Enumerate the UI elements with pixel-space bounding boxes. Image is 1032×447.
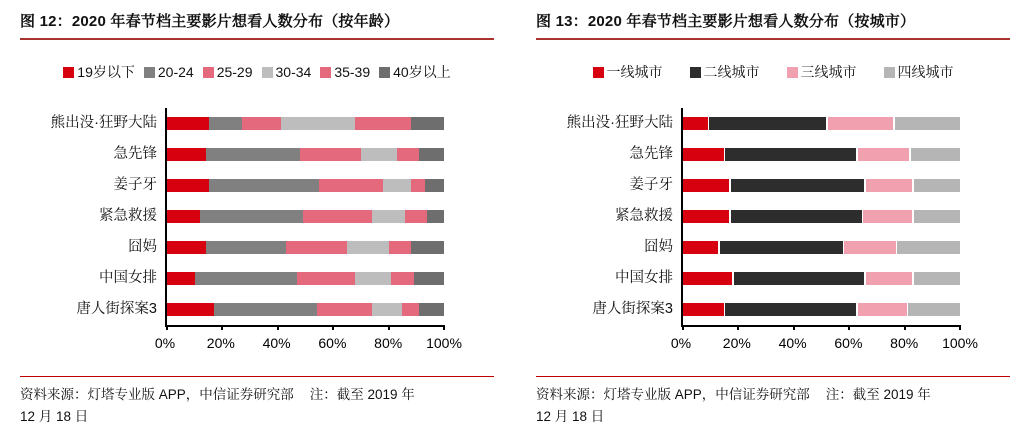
axis-tick-label: 60% <box>834 335 863 351</box>
axis-tick-label: 40% <box>778 335 807 351</box>
bar-segment <box>300 148 361 161</box>
footnote-line1 <box>20 384 494 406</box>
axis-tick-label: 0% <box>670 335 692 351</box>
legend-label: 二线城市 <box>703 64 760 80</box>
bar-segment <box>725 303 856 316</box>
legend-label: 35-39 <box>334 64 371 80</box>
bar-row <box>167 170 444 201</box>
stacked-bar <box>167 179 444 192</box>
category-label: 熊出没·狂野大陆 <box>566 115 673 131</box>
legend-swatch <box>787 67 798 78</box>
category-label: 紧急救援 <box>615 208 673 224</box>
category-label: 中国女排 <box>99 270 157 286</box>
chart-title: 图 13：2020 年春节档主要影片想看人数分布（按城市） <box>536 10 1010 40</box>
bar-segment <box>389 241 411 254</box>
category-label: 急先锋 <box>629 146 673 162</box>
axis-tick-label: 80% <box>374 335 403 351</box>
bar-area <box>681 108 960 327</box>
bar-row <box>683 139 960 170</box>
bar-segment <box>858 303 907 316</box>
bar-segment <box>372 303 402 316</box>
chart-title: 图 12：2020 年春节档主要影片想看人数分布（按年龄） <box>20 10 494 40</box>
bar-segment <box>167 117 209 130</box>
legend-label: 20-24 <box>157 64 194 80</box>
category-label: 熊出没·狂野大陆 <box>50 115 157 131</box>
bar-segment <box>425 179 444 192</box>
bar-segment <box>209 179 320 192</box>
bar-segment <box>391 272 413 285</box>
source-text: 资料来源：灯塔专业版 APP，中信证券研究部 <box>20 387 294 402</box>
bar-segment <box>828 117 893 130</box>
bar-segment <box>347 241 389 254</box>
footnote-line1 <box>536 384 1010 406</box>
legend-item <box>144 64 194 80</box>
bar-row <box>683 232 960 263</box>
bar-segment <box>372 210 405 223</box>
bar-segment <box>319 179 383 192</box>
bar-segment <box>914 210 960 223</box>
bar-segment <box>731 210 862 223</box>
bar-segment <box>195 272 297 285</box>
stacked-bar <box>683 241 960 254</box>
bar-row <box>683 201 960 232</box>
footer-divider <box>20 376 494 377</box>
chart-panel-age <box>20 10 494 428</box>
legend-swatch <box>63 67 74 78</box>
axis-tick <box>388 325 390 330</box>
stacked-bar <box>683 117 960 130</box>
bar-segment <box>402 303 419 316</box>
footnote-line2: 12 月 18 日 <box>20 408 89 424</box>
bar-row <box>683 294 960 325</box>
legend-swatch <box>593 67 604 78</box>
category-label: 囧妈 <box>644 239 673 255</box>
bar-segment <box>858 148 910 161</box>
axis-tick <box>793 325 795 330</box>
legend-label: 25-29 <box>216 64 253 80</box>
axis-tick-label: 20% <box>722 335 751 351</box>
category-label: 中国女排 <box>615 270 673 286</box>
bar-segment <box>709 117 826 130</box>
bar-segment <box>167 210 200 223</box>
bar-row <box>167 232 444 263</box>
bar-segment <box>725 148 856 161</box>
legend-item <box>884 62 954 82</box>
bar-segment <box>866 179 912 192</box>
bar-segment <box>414 272 444 285</box>
bar-segment <box>167 148 206 161</box>
note-text: 注：截至 2019 年 <box>309 387 415 402</box>
axis-tick <box>682 325 684 330</box>
legend-label: 19岁以下 <box>77 64 135 80</box>
bar-segment <box>844 241 896 254</box>
category-label: 姜子牙 <box>113 177 157 193</box>
x-axis-labels <box>670 335 978 355</box>
bar-segment <box>419 148 444 161</box>
bar-segment <box>167 241 206 254</box>
axis-tick <box>904 325 906 330</box>
stacked-bar <box>167 241 444 254</box>
legend-swatch <box>884 67 895 78</box>
legend <box>20 64 494 80</box>
footer-divider <box>536 376 1010 377</box>
bar-segment <box>683 303 724 316</box>
legend-swatch <box>262 67 273 78</box>
axis-tick-label: 40% <box>262 335 291 351</box>
bar-segment <box>411 241 444 254</box>
stacked-bar <box>683 148 960 161</box>
bar-segment <box>383 179 411 192</box>
bar-segment <box>683 272 732 285</box>
bar-segment <box>411 117 444 130</box>
axis-tick <box>166 325 168 330</box>
legend-item <box>690 62 760 82</box>
bar-row <box>167 263 444 294</box>
category-label: 姜子牙 <box>629 177 673 193</box>
bar-segment <box>731 179 865 192</box>
bar-segment <box>911 148 960 161</box>
bar-segment <box>897 241 960 254</box>
bar-segment <box>286 241 347 254</box>
legend-swatch <box>203 67 214 78</box>
bar-row <box>167 294 444 325</box>
bar-segment <box>242 117 281 130</box>
axis-tick <box>443 325 445 330</box>
legend-label: 30-34 <box>275 64 312 80</box>
bar-segment <box>303 210 372 223</box>
axis-tick-label: 80% <box>890 335 919 351</box>
category-label: 唐人街探案3 <box>592 301 673 317</box>
legend-swatch <box>320 67 331 78</box>
axis-tick-label: 60% <box>318 335 347 351</box>
bar-segment <box>317 303 372 316</box>
bar-segment <box>200 210 302 223</box>
bar-segment <box>355 117 410 130</box>
axis-tick-label: 100% <box>942 335 978 351</box>
footnote-line2: 12 月 18 日 <box>536 408 605 424</box>
category-label: 急先锋 <box>113 146 157 162</box>
bar-segment <box>214 303 316 316</box>
legend-swatch <box>144 67 155 78</box>
bar-segment <box>167 179 209 192</box>
source-text: 资料来源：灯塔专业版 APP，中信证券研究部 <box>536 387 810 402</box>
note-text: 注：截至 2019 年 <box>825 387 931 402</box>
stacked-bar <box>167 303 444 316</box>
bar-segment <box>167 272 195 285</box>
axis-tick-label: 100% <box>426 335 462 351</box>
category-axis <box>536 108 681 327</box>
legend-item <box>63 62 135 82</box>
legend <box>536 64 1010 80</box>
stacked-bar <box>683 272 960 285</box>
category-axis <box>20 108 165 327</box>
bar-segment <box>405 210 427 223</box>
bar-row <box>683 170 960 201</box>
stacked-bar <box>167 210 444 223</box>
stacked-bar <box>167 272 444 285</box>
bar-segment <box>361 148 397 161</box>
bar-segment <box>683 241 718 254</box>
bar-segment <box>397 148 419 161</box>
bar-row <box>683 108 960 139</box>
plot-area <box>20 108 494 327</box>
legend-swatch <box>379 67 390 78</box>
legend-label: 40岁以上 <box>393 64 451 80</box>
bar-segment <box>419 303 444 316</box>
stacked-bar <box>167 117 444 130</box>
bar-segment <box>914 272 960 285</box>
bar-segment <box>683 179 729 192</box>
axis-tick-label: 0% <box>154 335 176 351</box>
bar-segment <box>167 303 214 316</box>
bar-segment <box>683 148 724 161</box>
x-axis-labels <box>154 335 462 355</box>
axis-tick <box>277 325 279 330</box>
axis-tick <box>737 325 739 330</box>
bar-segment <box>914 179 960 192</box>
axis-tick <box>848 325 850 330</box>
bar-segment <box>355 272 391 285</box>
bar-area <box>165 108 444 327</box>
bar-segment <box>206 148 300 161</box>
bar-segment <box>720 241 843 254</box>
stacked-bar <box>683 303 960 316</box>
legend-item <box>593 62 663 82</box>
axis-tick <box>332 325 334 330</box>
bar-row <box>167 201 444 232</box>
bar-segment <box>734 272 865 285</box>
stacked-bar <box>167 148 444 161</box>
stacked-bar <box>683 179 960 192</box>
axis-tick <box>221 325 223 330</box>
bar-segment <box>908 303 960 316</box>
bar-segment <box>411 179 425 192</box>
legend-item <box>320 64 370 80</box>
legend-label: 四线城市 <box>897 64 954 80</box>
bar-segment <box>683 117 708 130</box>
legend-label: 一线城市 <box>606 64 663 80</box>
legend-label: 三线城市 <box>800 64 857 80</box>
bar-segment <box>427 210 444 223</box>
bar-row <box>167 139 444 170</box>
category-label: 唐人街探案3 <box>76 301 157 317</box>
category-label: 囧妈 <box>128 239 157 255</box>
footnote <box>536 384 1010 428</box>
bar-row <box>167 108 444 139</box>
bar-segment <box>281 117 356 130</box>
legend-item <box>203 64 253 80</box>
bar-segment <box>866 272 912 285</box>
legend-swatch <box>690 67 701 78</box>
stacked-bar <box>683 210 960 223</box>
footnote <box>20 384 494 428</box>
bar-segment <box>863 210 912 223</box>
plot-area <box>536 108 1010 327</box>
legend-item <box>379 62 451 82</box>
legend-item <box>787 62 857 82</box>
bar-segment <box>297 272 355 285</box>
category-label: 紧急救援 <box>99 208 157 224</box>
bar-segment <box>209 117 242 130</box>
bar-segment <box>895 117 960 130</box>
legend-item <box>262 64 312 80</box>
bar-segment <box>206 241 286 254</box>
axis-tick-label: 20% <box>206 335 235 351</box>
bar-row <box>683 263 960 294</box>
chart-panel-city <box>536 10 1010 428</box>
bar-segment <box>683 210 729 223</box>
axis-tick <box>959 325 961 330</box>
